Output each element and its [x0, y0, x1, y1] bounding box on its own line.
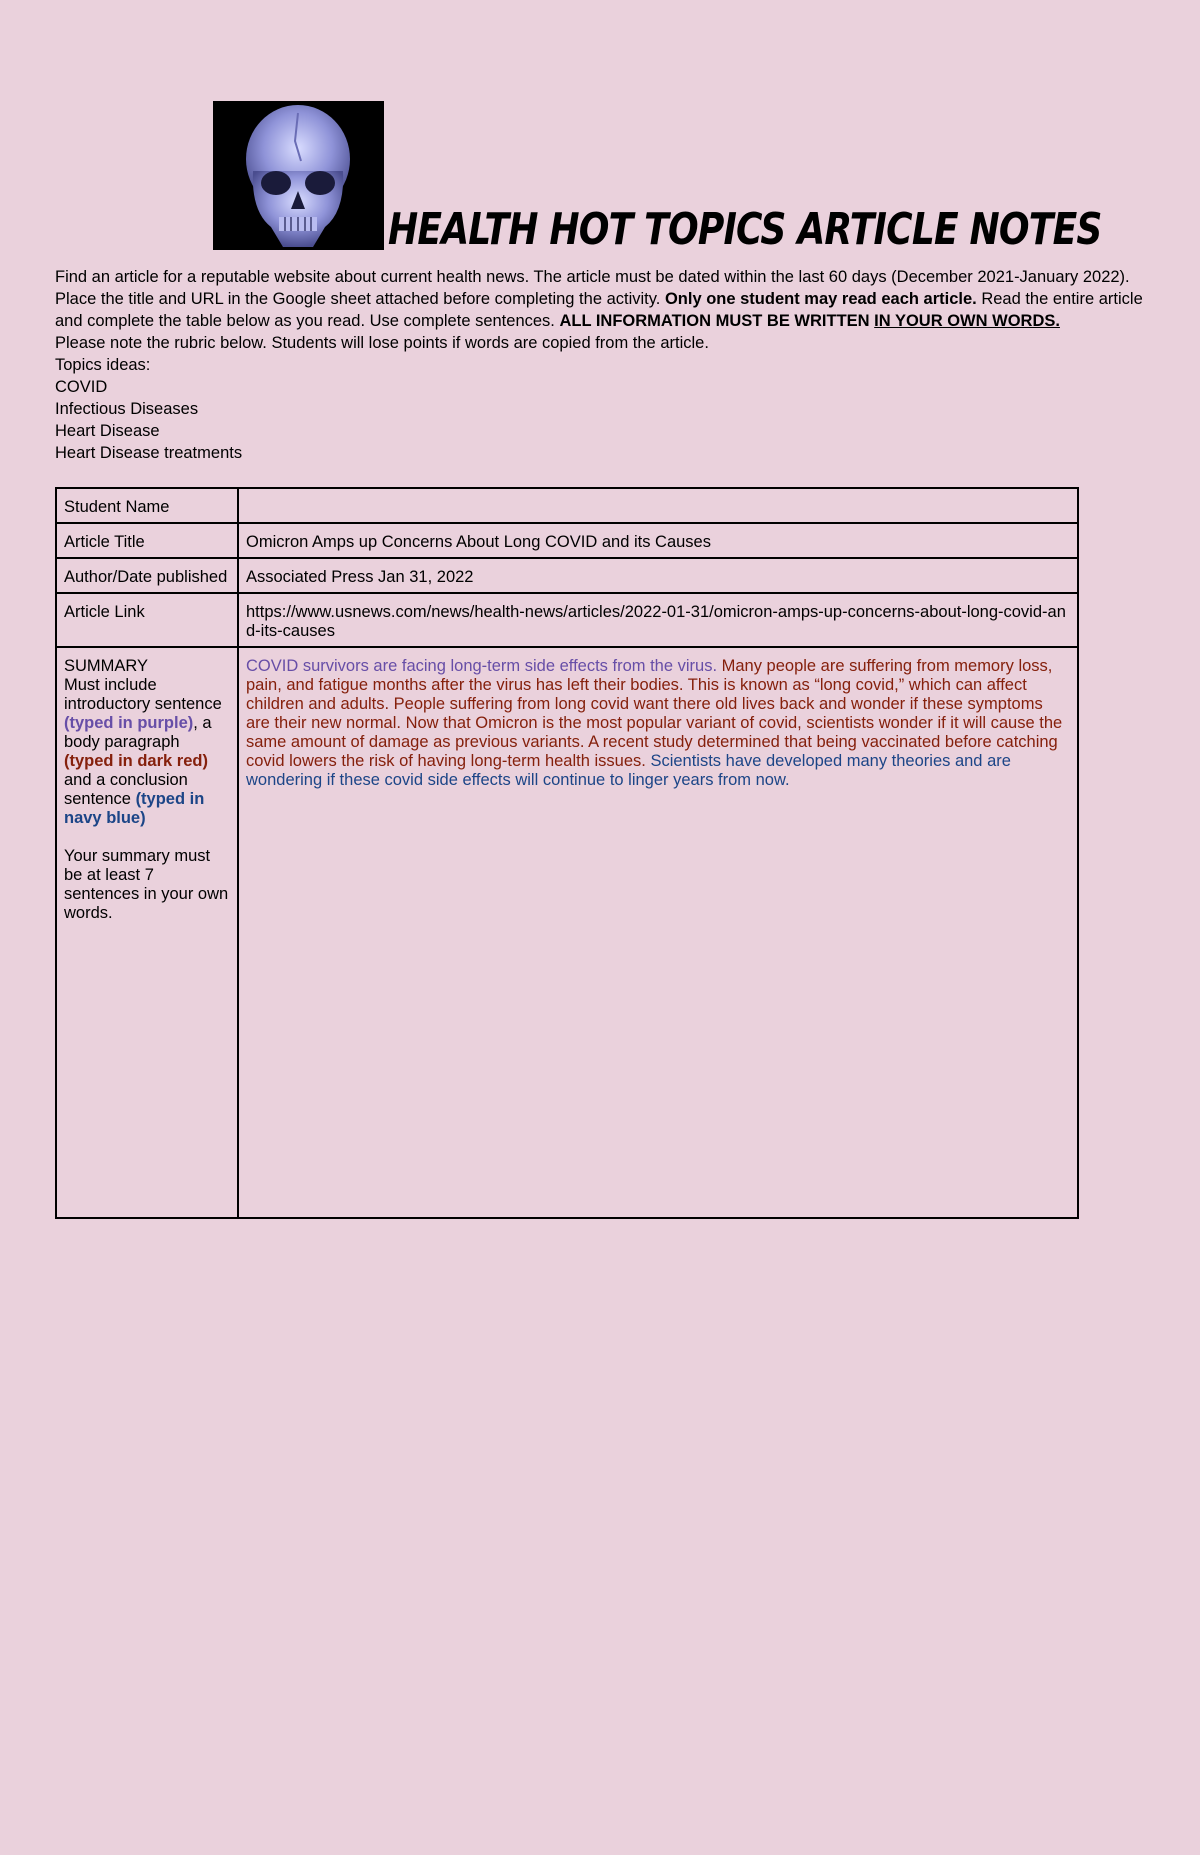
summary-intro-sentence: COVID survivors are facing long-term side effects from the virus.: [246, 657, 718, 675]
summary-conclusion-sentence: Scientists have developed many theories and are wondering if these covid side effects will continue to linger years from now.: [246, 752, 1011, 789]
topics-label: Topics ideas:: [55, 356, 151, 374]
list-item: Heart Disease treatments: [55, 444, 243, 462]
summary-title: SUMMARY: [64, 657, 149, 675]
rubric-note: Please note the rubric below. Students will lose points if words are copied from the article.: [55, 334, 709, 352]
list-item: COVID: [55, 378, 108, 396]
page-title: HEALTH HOT TOPICS ARTICLE NOTES: [388, 204, 1102, 255]
summary-req-text-3: and a conclusion sentence: [64, 771, 188, 808]
article-title-label: Article Title: [56, 523, 238, 558]
topics-list: [55, 376, 1150, 464]
summary-req-purple: (typed in purple): [64, 714, 194, 732]
summary-req-text-2: , a body paragraph: [64, 714, 212, 751]
summary-req-text: Must include introductory sentence: [64, 676, 222, 713]
list-item: Infectious Diseases: [55, 400, 199, 418]
article-link-label: Article Link: [56, 593, 238, 647]
author-date-label: Author/Date published: [56, 558, 238, 593]
instructions-bold-own-words: ALL INFORMATION MUST BE WRITTEN: [559, 312, 875, 330]
instructions: [55, 266, 1150, 464]
table-row: [56, 488, 1078, 523]
table-row: [56, 558, 1078, 593]
summary-requirements: [64, 676, 230, 828]
skull-xray-icon: [213, 101, 384, 250]
summary-req-red: (typed in dark red): [64, 752, 208, 770]
table-row: [56, 593, 1078, 647]
instructions-text: Find an article for a reputable website about current health news. The article must be dated within the last 60 days (December 2021-January 2022). Place the title and URL in the Google sheet attached before completing the activity.: [55, 268, 1130, 308]
student-name-field[interactable]: [238, 488, 1078, 523]
table-row: [56, 523, 1078, 558]
summary-field[interactable]: [238, 647, 1078, 1218]
page-header: [213, 100, 1200, 255]
summary-req-navy: (typed in navy blue): [64, 790, 205, 827]
instructions-bold-one-student: Only one student may read each article.: [664, 290, 977, 308]
article-title-field[interactable]: Omicron Amps up Concerns About Long COVID and its Causes: [238, 523, 1078, 558]
instructions-underline: IN YOUR OWN WORDS.: [874, 312, 1060, 330]
student-name-label: Student Name: [56, 488, 238, 523]
instructions-paragraph: [55, 266, 1150, 332]
instructions-text-2: Read the entire article and complete the table below as you read. Use complete sentences.: [55, 290, 1143, 330]
author-date-field[interactable]: Associated Press Jan 31, 2022: [238, 558, 1078, 593]
notes-table: [55, 487, 1079, 1219]
article-link-field[interactable]: https://www.usnews.com/news/health-news/articles/2022-01-31/omicron-amps-up-concerns-about-long-covid-and-its-causes: [238, 593, 1078, 647]
table-row: [56, 647, 1078, 1218]
summary-label: [56, 647, 238, 1218]
summary-body-paragraph: Many people are suffering from memory loss, pain, and fatigue months after the virus has left their bodies. This is known as “long covid,” which can affect children and adults. People suffering from long covid want there old lives back and wonder if these symptoms are their new normal. Now that Omicron is the most popular variant of covid, scientists wonder if it will cause the same amount of damage as previous variants. A recent study determined that being vaccinated before catching covid lowers the risk of having long-term health issues.: [246, 657, 1063, 770]
summary-length-note: Your summary must be at least 7 sentences in your own words.: [64, 847, 229, 922]
list-item: Heart Disease: [55, 422, 160, 440]
